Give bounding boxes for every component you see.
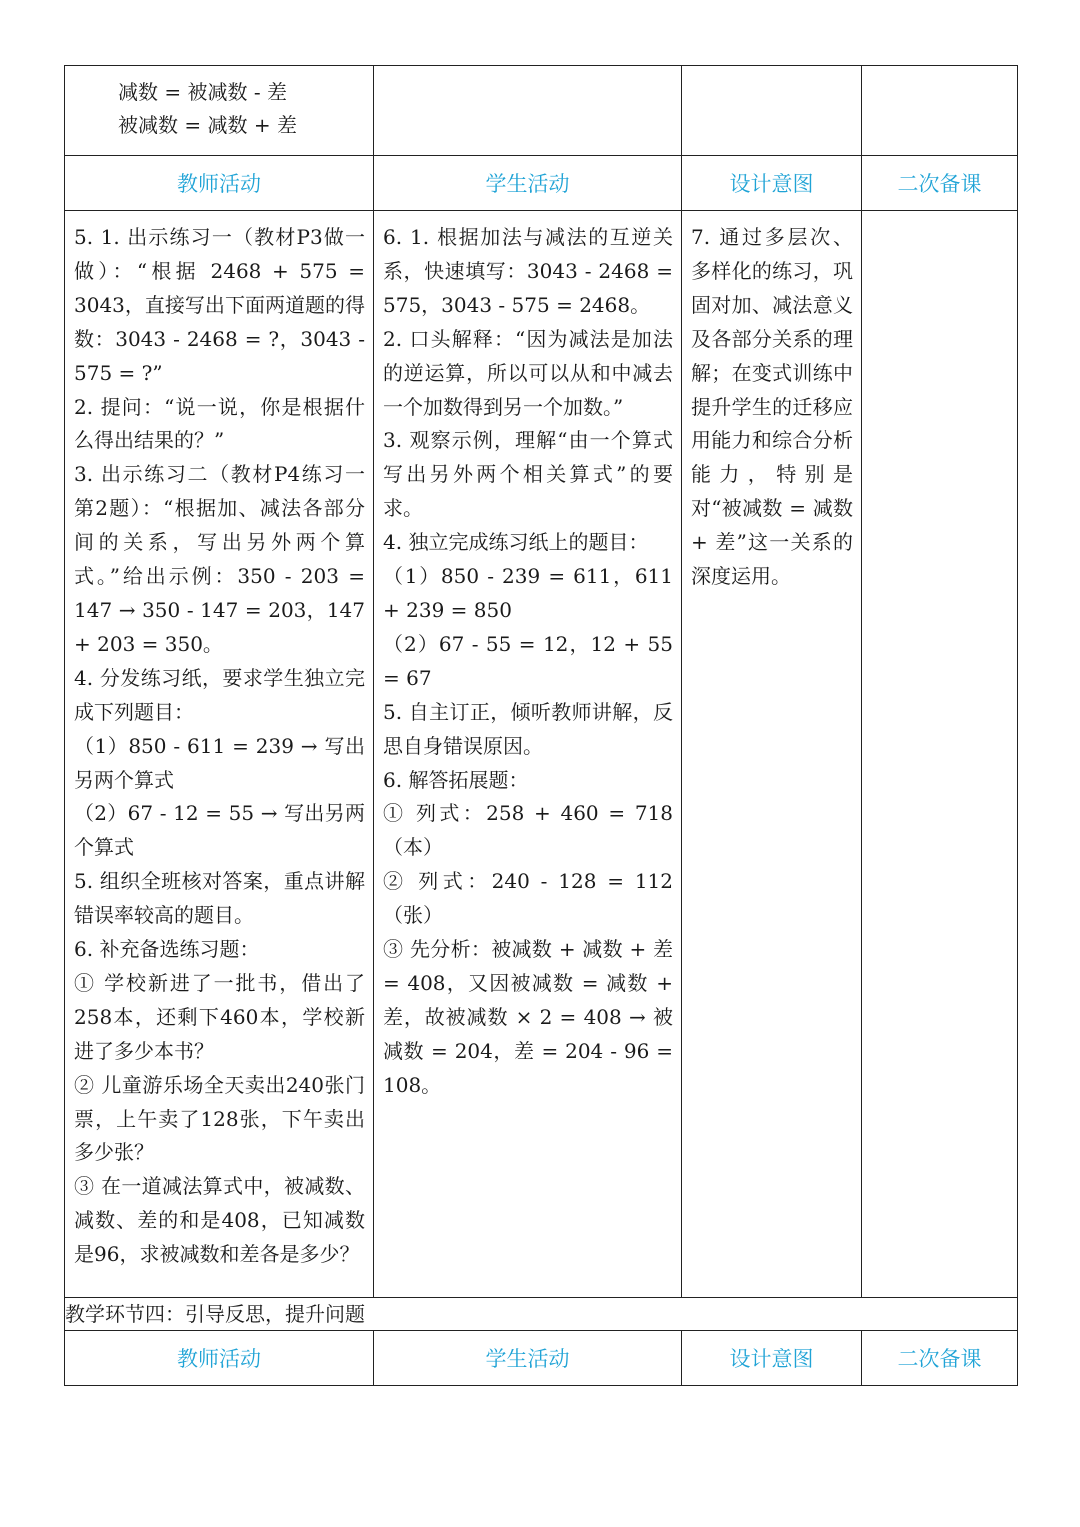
formula-row <box>65 66 1018 156</box>
student-line: （1）850 - 239 = 611，611 + 239 = 850 <box>383 564 673 622</box>
teacher-line: 4. 分发练习纸，要求学生独立完成下列题目： <box>74 665 365 724</box>
teacher-line: 5. 1. 出示练习一（教材P3做一做）：“根据 2468 + 575 = 3043，直接写出下面两道题的得数：3043 - 2468 = ?，3043 - 575 = ?” <box>74 225 365 385</box>
empty-cell <box>862 66 1018 156</box>
teacher-line: 6. 补充备选练习题： <box>74 937 260 962</box>
second-prep-cell <box>862 211 1018 1298</box>
header-teacher-activity: 教师活动 <box>65 1331 374 1386</box>
empty-cell <box>682 66 862 156</box>
student-line: ③ 先分析：被减数 + 减数 + 差 = 408，又因被减数 = 减数 + 差，故被减数 × 2 = 408 → 被减数 = 204，差 = 204 - 96 = 108。 <box>383 937 673 1097</box>
teacher-line: 5. 组织全班核对答案，重点讲解错误率较高的题目。 <box>74 869 365 928</box>
teacher-line: ① 学校新进了一批书，借出了258本，还剩下460本，学校新进了多少本书？ <box>74 970 365 1063</box>
student-line: （2）67 - 55 = 12，12 + 55 = 67 <box>383 631 673 690</box>
student-line: 6. 解答拓展题： <box>383 767 529 792</box>
lesson-plan-table <box>64 65 1018 1386</box>
student-line: 4. 独立完成练习纸上的题目： <box>383 530 649 555</box>
student-line: 5. 自主订正，倾听教师讲解，反思自身错误原因。 <box>383 699 673 758</box>
header-second-prep: 二次备课 <box>862 156 1018 211</box>
teacher-line: 2. 提问：“说一说，你是根据什么得出结果的？” <box>74 394 365 453</box>
student-activity-cell <box>374 211 682 1298</box>
design-intent-text: 7. 通过多层次、多样化的练习，巩固对加、减法意义及各部分关系的理解；在变式训练中提升学生的迁移应用能力和综合分析能力，特别是对“被减数 = 减数 + 差”这一关系的深度运用。 <box>691 225 853 589</box>
design-intent-cell <box>682 211 862 1298</box>
header-student-activity: 学生活动 <box>374 1331 682 1386</box>
formula-minuend: 被减数 = 减数 + 差 <box>118 113 297 137</box>
student-line: 3. 观察示例，理解“由一个算式写出另外两个相关算式”的要求。 <box>383 428 673 521</box>
section-four-title: 教学环节四：引导反思，提升问题 <box>65 1298 1018 1331</box>
student-line: 2. 口头解释：“因为减法是加法的逆运算，所以可以从和中减去一个加数得到另一个加数。” <box>383 326 673 419</box>
header-design-intent: 设计意图 <box>682 1331 862 1386</box>
content-row <box>65 211 1018 1298</box>
student-line: ① 列式：258 + 460 = 718（本） <box>383 801 673 860</box>
student-line: ② 列式：240 - 128 = 112（张） <box>383 869 673 928</box>
teacher-line: ② 儿童游乐场全天卖出240张门票，上午卖了128张，下午卖出多少张？ <box>74 1072 365 1165</box>
header-row-1 <box>65 156 1018 211</box>
teacher-activity-cell <box>65 211 374 1298</box>
teacher-line: （1）850 - 611 = 239 → 写出另两个算式 <box>74 733 365 792</box>
teacher-line: （2）67 - 12 = 55 → 写出另两个算式 <box>74 801 365 860</box>
header-row-2 <box>65 1331 1018 1386</box>
formula-cell <box>65 66 374 156</box>
section-row <box>65 1298 1018 1331</box>
header-design-intent: 设计意图 <box>682 156 862 211</box>
teacher-line: ③ 在一道减法算式中，被减数、减数、差的和是408，已知减数是96，求被减数和差各是多少？ <box>74 1174 365 1267</box>
formula-subtrahend: 减数 = 被减数 - 差 <box>118 80 287 104</box>
header-teacher-activity: 教师活动 <box>65 156 374 211</box>
header-second-prep: 二次备课 <box>862 1331 1018 1386</box>
header-student-activity: 学生活动 <box>374 156 682 211</box>
teacher-line: 3. 出示练习二（教材P4练习一第2题）：“根据加、减法各部分间的关系，写出另外两个算式。”给出示例：350 - 203 = 147 → 350 - 147 = 203，147 + 203 = 350。 <box>74 462 365 656</box>
empty-cell <box>374 66 682 156</box>
student-line: 6. 1. 根据加法与减法的互逆关系，快速填写：3043 - 2468 = 575，3043 - 575 = 2468。 <box>383 225 673 317</box>
